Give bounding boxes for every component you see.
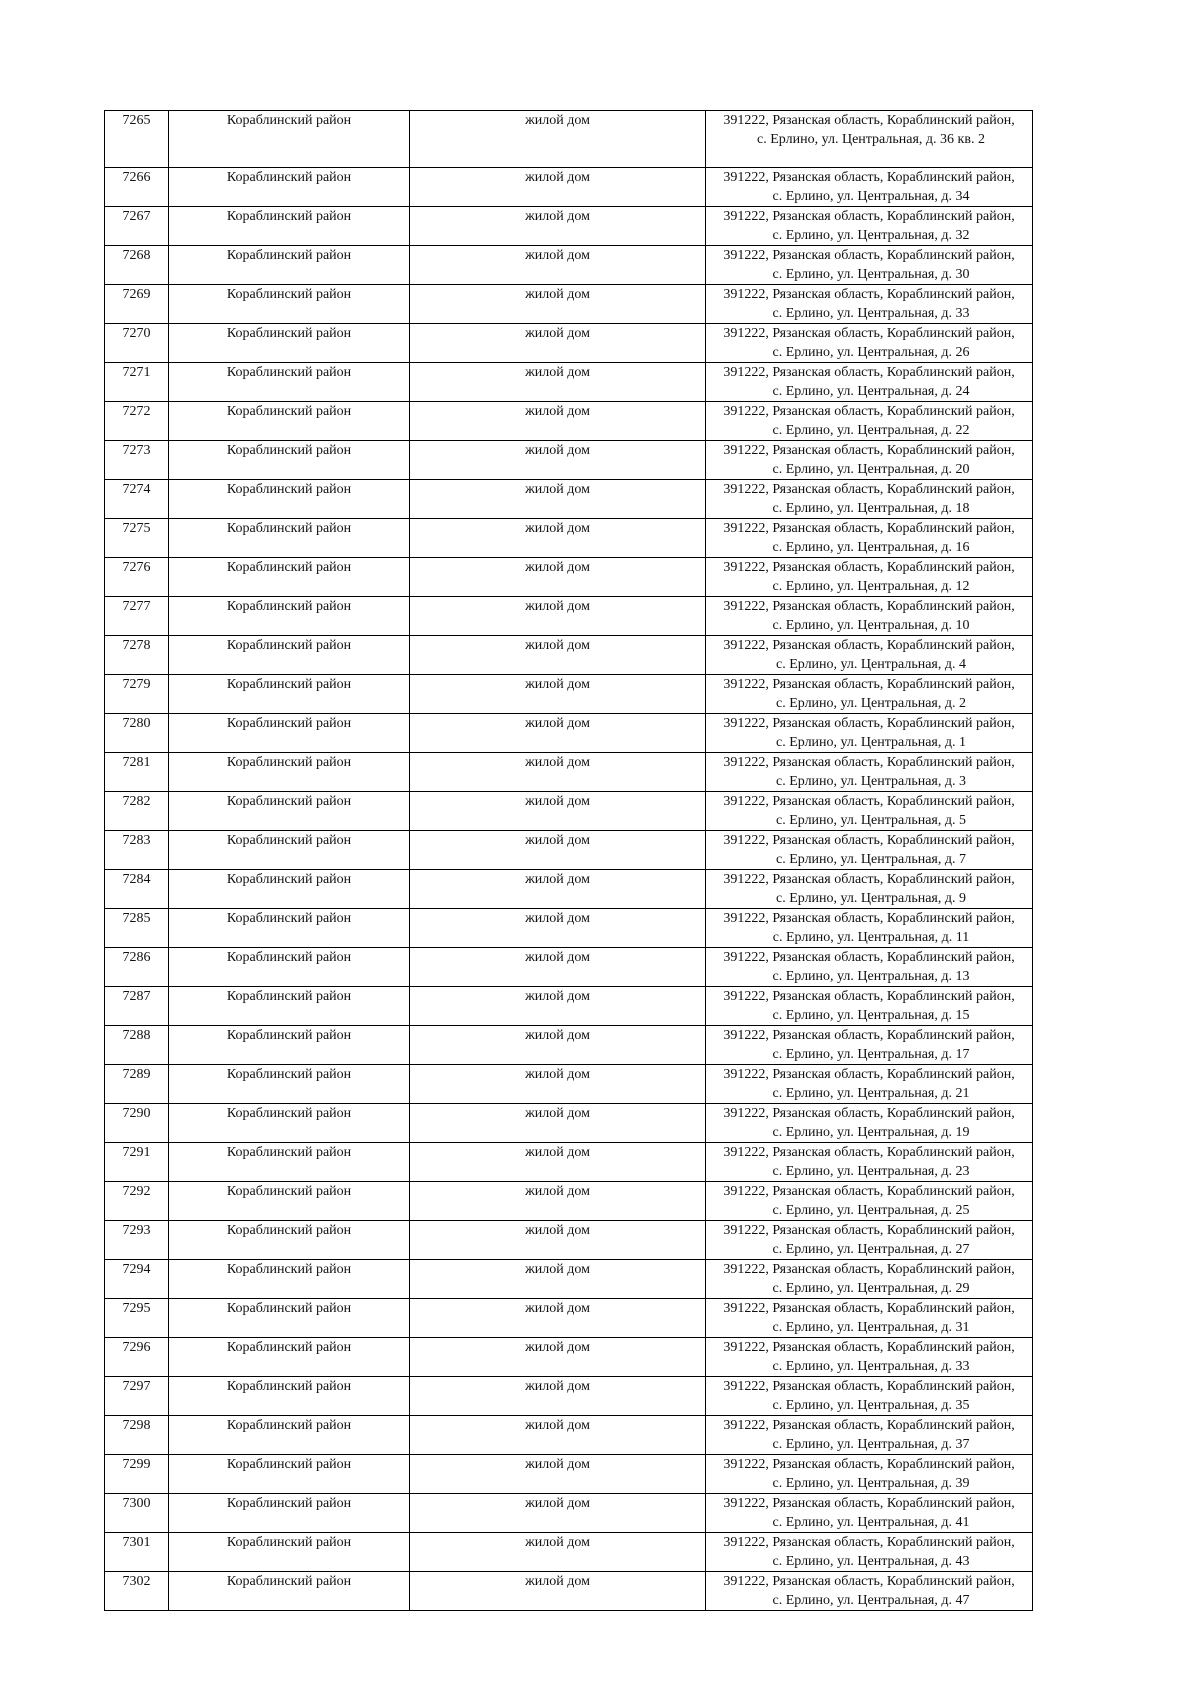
district-cell: Кораблинский район	[169, 1416, 410, 1455]
row-number-cell: 7300	[105, 1494, 169, 1533]
table-row	[105, 111, 1033, 168]
district-cell: Кораблинский район	[169, 246, 410, 285]
object-type-cell: жилой дом	[410, 168, 706, 207]
row-number-cell: 7271	[105, 363, 169, 402]
row-number-cell: 7269	[105, 285, 169, 324]
row-number-cell: 7273	[105, 441, 169, 480]
address-line-1: 391222, Рязанская область, Кораблинский район,	[723, 365, 1015, 380]
object-type-cell: жилой дом	[410, 636, 706, 675]
district-cell: Кораблинский район	[169, 363, 410, 402]
object-type-cell: жилой дом	[410, 1416, 706, 1455]
address-line-2: с. Ерлино, ул. Центральная, д. 20	[772, 462, 970, 477]
row-number-cell: 7274	[105, 480, 169, 519]
address-cell	[706, 909, 1033, 948]
address-line-1: 391222, Рязанская область, Кораблинский район,	[723, 989, 1015, 1004]
district-cell: Кораблинский район	[169, 1455, 410, 1494]
address-cell	[706, 1572, 1033, 1611]
row-number-cell: 7299	[105, 1455, 169, 1494]
object-type-cell: жилой дом	[410, 324, 706, 363]
address-line-1: 391222, Рязанская область, Кораблинский район,	[723, 521, 1015, 536]
address-line-2: с. Ерлино, ул. Центральная, д. 33	[772, 1359, 970, 1374]
address-line-2: с. Ерлино, ул. Центральная, д. 22	[772, 423, 970, 438]
object-type-cell: жилой дом	[410, 1104, 706, 1143]
row-number-cell: 7291	[105, 1143, 169, 1182]
table-row	[105, 1260, 1033, 1299]
table-row	[105, 558, 1033, 597]
row-number-cell: 7296	[105, 1338, 169, 1377]
table-row	[105, 987, 1033, 1026]
address-cell	[706, 753, 1033, 792]
address-line-2: с. Ерлино, ул. Центральная, д. 36 кв. 2	[757, 132, 985, 147]
address-line-1: 391222, Рязанская область, Кораблинский район,	[723, 950, 1015, 965]
address-line-1: 391222, Рязанская область, Кораблинский район,	[723, 287, 1015, 302]
table-row	[105, 1416, 1033, 1455]
district-cell: Кораблинский район	[169, 909, 410, 948]
row-number-cell: 7279	[105, 675, 169, 714]
address-cell	[706, 1221, 1033, 1260]
row-number-cell: 7297	[105, 1377, 169, 1416]
row-number-cell: 7284	[105, 870, 169, 909]
address-line-2: с. Ерлино, ул. Центральная, д. 27	[772, 1242, 970, 1257]
address-cell	[706, 1104, 1033, 1143]
address-line-1: 391222, Рязанская область, Кораблинский район,	[723, 1067, 1015, 1082]
address-line-1: 391222, Рязанская область, Кораблинский район,	[723, 404, 1015, 419]
object-type-cell: жилой дом	[410, 246, 706, 285]
address-cell	[706, 1338, 1033, 1377]
address-line-1: 391222, Рязанская область, Кораблинский район,	[723, 443, 1015, 458]
object-type-cell: жилой дом	[410, 1182, 706, 1221]
object-type-cell: жилой дом	[410, 831, 706, 870]
address-cell	[706, 1143, 1033, 1182]
address-line-1: 391222, Рязанская область, Кораблинский район,	[723, 1418, 1015, 1433]
row-number-cell: 7289	[105, 1065, 169, 1104]
address-line-2: с. Ерлино, ул. Центральная, д. 10	[772, 618, 970, 633]
address-cell	[706, 1026, 1033, 1065]
address-cell	[706, 1377, 1033, 1416]
district-cell: Кораблинский район	[169, 402, 410, 441]
object-type-cell: жилой дом	[410, 792, 706, 831]
table-row	[105, 1182, 1033, 1221]
district-cell: Кораблинский район	[169, 1104, 410, 1143]
address-cell	[706, 1533, 1033, 1572]
row-number-cell: 7290	[105, 1104, 169, 1143]
address-cell	[706, 111, 1033, 168]
address-line-2: с. Ерлино, ул. Центральная, д. 15	[772, 1008, 970, 1023]
table-row	[105, 1143, 1033, 1182]
district-cell: Кораблинский район	[169, 558, 410, 597]
address-line-2: с. Ерлино, ул. Центральная, д. 16	[772, 540, 970, 555]
address-line-2: с. Ерлино, ул. Центральная, д. 29	[772, 1281, 970, 1296]
address-cell	[706, 168, 1033, 207]
object-type-cell: жилой дом	[410, 441, 706, 480]
row-number-cell: 7267	[105, 207, 169, 246]
table-row	[105, 285, 1033, 324]
district-cell: Кораблинский район	[169, 285, 410, 324]
row-number-cell: 7270	[105, 324, 169, 363]
address-line-2: с. Ерлино, ул. Центральная, д. 33	[772, 306, 970, 321]
address-cell	[706, 987, 1033, 1026]
address-line-2: с. Ерлино, ул. Центральная, д. 47	[772, 1593, 970, 1608]
object-type-cell: жилой дом	[410, 1221, 706, 1260]
row-number-cell: 7265	[105, 111, 169, 168]
address-line-1: 391222, Рязанская область, Кораблинский район,	[723, 1496, 1015, 1511]
address-cell	[706, 480, 1033, 519]
address-cell	[706, 714, 1033, 753]
registry-table-body	[105, 111, 1033, 1611]
address-line-1: 391222, Рязанская область, Кораблинский район,	[723, 1574, 1015, 1589]
district-cell: Кораблинский район	[169, 111, 410, 168]
address-line-1: 391222, Рязанская область, Кораблинский район,	[723, 482, 1015, 497]
table-row	[105, 870, 1033, 909]
address-cell	[706, 207, 1033, 246]
district-cell: Кораблинский район	[169, 1299, 410, 1338]
district-cell: Кораблинский район	[169, 1260, 410, 1299]
district-cell: Кораблинский район	[169, 1572, 410, 1611]
district-cell: Кораблинский район	[169, 1065, 410, 1104]
row-number-cell: 7293	[105, 1221, 169, 1260]
object-type-cell: жилой дом	[410, 675, 706, 714]
address-line-2: с. Ерлино, ул. Центральная, д. 18	[772, 501, 970, 516]
table-row	[105, 1338, 1033, 1377]
object-type-cell: жилой дом	[410, 1377, 706, 1416]
address-line-2: с. Ерлино, ул. Центральная, д. 35	[772, 1398, 970, 1413]
table-row	[105, 363, 1033, 402]
table-row	[105, 402, 1033, 441]
district-cell: Кораблинский район	[169, 636, 410, 675]
address-line-2: с. Ерлино, ул. Центральная, д. 11	[772, 930, 970, 945]
object-type-cell: жилой дом	[410, 1338, 706, 1377]
district-cell: Кораблинский район	[169, 675, 410, 714]
district-cell: Кораблинский район	[169, 753, 410, 792]
address-line-2: с. Ерлино, ул. Центральная, д. 7	[775, 852, 966, 867]
object-type-cell: жилой дом	[410, 1026, 706, 1065]
district-cell: Кораблинский район	[169, 1377, 410, 1416]
address-line-1: 391222, Рязанская область, Кораблинский район,	[723, 638, 1015, 653]
district-cell: Кораблинский район	[169, 1026, 410, 1065]
address-cell	[706, 792, 1033, 831]
table-row	[105, 714, 1033, 753]
address-line-1: 391222, Рязанская область, Кораблинский район,	[723, 1340, 1015, 1355]
object-type-cell: жилой дом	[410, 948, 706, 987]
address-cell	[706, 324, 1033, 363]
address-line-2: с. Ерлино, ул. Центральная, д. 23	[772, 1164, 970, 1179]
row-number-cell: 7287	[105, 987, 169, 1026]
row-number-cell: 7286	[105, 948, 169, 987]
row-number-cell: 7281	[105, 753, 169, 792]
address-line-2: с. Ерлино, ул. Центральная, д. 3	[775, 774, 966, 789]
address-line-2: с. Ерлино, ул. Центральная, д. 19	[772, 1125, 970, 1140]
address-cell	[706, 558, 1033, 597]
address-line-1: 391222, Рязанская область, Кораблинский район,	[723, 170, 1015, 185]
table-row	[105, 519, 1033, 558]
address-cell	[706, 597, 1033, 636]
row-number-cell: 7294	[105, 1260, 169, 1299]
address-line-1: 391222, Рязанская область, Кораблинский район,	[723, 716, 1015, 731]
table-row	[105, 1377, 1033, 1416]
object-type-cell: жилой дом	[410, 402, 706, 441]
address-line-1: 391222, Рязанская область, Кораблинский район,	[723, 911, 1015, 926]
address-line-1: 391222, Рязанская область, Кораблинский район,	[723, 326, 1015, 341]
table-row	[105, 792, 1033, 831]
row-number-cell: 7283	[105, 831, 169, 870]
table-row	[105, 324, 1033, 363]
address-cell	[706, 1182, 1033, 1221]
object-type-cell: жилой дом	[410, 1299, 706, 1338]
row-number-cell: 7276	[105, 558, 169, 597]
object-type-cell: жилой дом	[410, 558, 706, 597]
address-line-1: 391222, Рязанская область, Кораблинский район,	[723, 113, 1015, 128]
table-row	[105, 1455, 1033, 1494]
district-cell: Кораблинский район	[169, 714, 410, 753]
object-type-cell: жилой дом	[410, 597, 706, 636]
district-cell: Кораблинский район	[169, 1533, 410, 1572]
object-type-cell: жилой дом	[410, 1065, 706, 1104]
address-line-2: с. Ерлино, ул. Центральная, д. 43	[772, 1554, 970, 1569]
address-line-1: 391222, Рязанская область, Кораблинский район,	[723, 599, 1015, 614]
address-line-1: 391222, Рязанская область, Кораблинский район,	[723, 794, 1015, 809]
table-row	[105, 1065, 1033, 1104]
row-number-cell: 7285	[105, 909, 169, 948]
table-row	[105, 1299, 1033, 1338]
address-line-1: 391222, Рязанская область, Кораблинский район,	[723, 1106, 1015, 1121]
table-row	[105, 948, 1033, 987]
address-line-1: 391222, Рязанская область, Кораблинский район,	[723, 1535, 1015, 1550]
table-row	[105, 1494, 1033, 1533]
address-line-1: 391222, Рязанская область, Кораблинский район,	[723, 248, 1015, 263]
address-line-2: с. Ерлино, ул. Центральная, д. 30	[772, 267, 970, 282]
row-number-cell: 7272	[105, 402, 169, 441]
row-number-cell: 7275	[105, 519, 169, 558]
address-cell	[706, 363, 1033, 402]
district-cell: Кораблинский район	[169, 324, 410, 363]
object-type-cell: жилой дом	[410, 753, 706, 792]
object-type-cell: жилой дом	[410, 1572, 706, 1611]
address-cell	[706, 870, 1033, 909]
table-row	[105, 831, 1033, 870]
address-line-2: с. Ерлино, ул. Центральная, д. 13	[772, 969, 970, 984]
table-row	[105, 675, 1033, 714]
object-type-cell: жилой дом	[410, 363, 706, 402]
object-type-cell: жилой дом	[410, 1260, 706, 1299]
address-line-2: с. Ерлино, ул. Центральная, д. 41	[772, 1515, 970, 1530]
district-cell: Кораблинский район	[169, 1143, 410, 1182]
district-cell: Кораблинский район	[169, 441, 410, 480]
row-number-cell: 7278	[105, 636, 169, 675]
district-cell: Кораблинский район	[169, 207, 410, 246]
table-row	[105, 441, 1033, 480]
district-cell: Кораблинский район	[169, 987, 410, 1026]
district-cell: Кораблинский район	[169, 1221, 410, 1260]
address-cell	[706, 402, 1033, 441]
object-type-cell: жилой дом	[410, 714, 706, 753]
district-cell: Кораблинский район	[169, 519, 410, 558]
address-line-1: 391222, Рязанская область, Кораблинский район,	[723, 1028, 1015, 1043]
address-line-2: с. Ерлино, ул. Центральная, д. 12	[772, 579, 970, 594]
object-type-cell: жилой дом	[410, 1533, 706, 1572]
object-type-cell: жилой дом	[410, 1143, 706, 1182]
district-cell: Кораблинский район	[169, 831, 410, 870]
object-type-cell: жилой дом	[410, 207, 706, 246]
address-line-1: 391222, Рязанская область, Кораблинский район,	[723, 1184, 1015, 1199]
address-line-2: с. Ерлино, ул. Центральная, д. 24	[772, 384, 970, 399]
table-row	[105, 1572, 1033, 1611]
address-cell	[706, 1416, 1033, 1455]
table-row	[105, 1104, 1033, 1143]
address-line-2: с. Ерлино, ул. Центральная, д. 9	[775, 891, 966, 906]
address-line-2: с. Ерлино, ул. Центральная, д. 34	[772, 189, 970, 204]
row-number-cell: 7298	[105, 1416, 169, 1455]
district-cell: Кораблинский район	[169, 597, 410, 636]
address-line-1: 391222, Рязанская область, Кораблинский район,	[723, 755, 1015, 770]
address-line-1: 391222, Рязанская область, Кораблинский район,	[723, 872, 1015, 887]
table-row	[105, 1533, 1033, 1572]
district-cell: Кораблинский район	[169, 1338, 410, 1377]
address-line-2: с. Ерлино, ул. Центральная, д. 37	[772, 1437, 970, 1452]
address-cell	[706, 519, 1033, 558]
address-line-2: с. Ерлино, ул. Центральная, д. 1	[775, 735, 966, 750]
address-line-1: 391222, Рязанская область, Кораблинский район,	[723, 1145, 1015, 1160]
address-line-1: 391222, Рязанская область, Кораблинский район,	[723, 1457, 1015, 1472]
address-cell	[706, 1455, 1033, 1494]
address-line-2: с. Ерлино, ул. Центральная, д. 2	[775, 696, 966, 711]
address-line-2: с. Ерлино, ул. Центральная, д. 25	[772, 1203, 970, 1218]
table-row	[105, 753, 1033, 792]
table-row	[105, 246, 1033, 285]
address-cell	[706, 636, 1033, 675]
table-row	[105, 636, 1033, 675]
object-type-cell: жилой дом	[410, 480, 706, 519]
address-line-2: с. Ерлино, ул. Центральная, д. 26	[772, 345, 970, 360]
address-cell	[706, 1260, 1033, 1299]
row-number-cell: 7292	[105, 1182, 169, 1221]
object-type-cell: жилой дом	[410, 519, 706, 558]
row-number-cell: 7277	[105, 597, 169, 636]
address-cell	[706, 948, 1033, 987]
object-type-cell: жилой дом	[410, 870, 706, 909]
row-number-cell: 7280	[105, 714, 169, 753]
object-type-cell: жилой дом	[410, 987, 706, 1026]
address-cell	[706, 285, 1033, 324]
table-row	[105, 1221, 1033, 1260]
district-cell: Кораблинский район	[169, 480, 410, 519]
table-row	[105, 597, 1033, 636]
address-line-1: 391222, Рязанская область, Кораблинский район,	[723, 209, 1015, 224]
address-line-2: с. Ерлино, ул. Центральная, д. 21	[772, 1086, 970, 1101]
address-cell	[706, 831, 1033, 870]
address-cell	[706, 675, 1033, 714]
row-number-cell: 7301	[105, 1533, 169, 1572]
row-number-cell: 7282	[105, 792, 169, 831]
table-row	[105, 480, 1033, 519]
object-type-cell: жилой дом	[410, 111, 706, 168]
row-number-cell: 7295	[105, 1299, 169, 1338]
address-cell	[706, 1299, 1033, 1338]
object-type-cell: жилой дом	[410, 285, 706, 324]
address-line-1: 391222, Рязанская область, Кораблинский район,	[723, 1262, 1015, 1277]
address-line-2: с. Ерлино, ул. Центральная, д. 31	[772, 1320, 970, 1335]
object-type-cell: жилой дом	[410, 1494, 706, 1533]
address-line-2: с. Ерлино, ул. Центральная, д. 39	[772, 1476, 970, 1491]
address-cell	[706, 441, 1033, 480]
address-cell	[706, 1494, 1033, 1533]
address-line-1: 391222, Рязанская область, Кораблинский район,	[723, 677, 1015, 692]
row-number-cell: 7268	[105, 246, 169, 285]
address-line-2: с. Ерлино, ул. Центральная, д. 32	[772, 228, 970, 243]
district-cell: Кораблинский район	[169, 948, 410, 987]
address-line-1: 391222, Рязанская область, Кораблинский район,	[723, 833, 1015, 848]
district-cell: Кораблинский район	[169, 1494, 410, 1533]
table-row	[105, 909, 1033, 948]
district-cell: Кораблинский район	[169, 870, 410, 909]
address-line-2: с. Ерлино, ул. Центральная, д. 4	[775, 657, 966, 672]
object-type-cell: жилой дом	[410, 909, 706, 948]
registry-table	[104, 110, 1033, 1611]
table-row	[105, 1026, 1033, 1065]
row-number-cell: 7288	[105, 1026, 169, 1065]
address-line-1: 391222, Рязанская область, Кораблинский район,	[723, 1223, 1015, 1238]
district-cell: Кораблинский район	[169, 1182, 410, 1221]
address-line-1: 391222, Рязанская область, Кораблинский район,	[723, 560, 1015, 575]
row-number-cell: 7302	[105, 1572, 169, 1611]
address-line-1: 391222, Рязанская область, Кораблинский район,	[723, 1379, 1015, 1394]
table-row	[105, 207, 1033, 246]
district-cell: Кораблинский район	[169, 168, 410, 207]
address-line-2: с. Ерлино, ул. Центральная, д. 5	[775, 813, 966, 828]
address-line-1: 391222, Рязанская область, Кораблинский район,	[723, 1301, 1015, 1316]
district-cell: Кораблинский район	[169, 792, 410, 831]
row-number-cell: 7266	[105, 168, 169, 207]
object-type-cell: жилой дом	[410, 1455, 706, 1494]
address-cell	[706, 1065, 1033, 1104]
address-cell	[706, 246, 1033, 285]
address-line-2: с. Ерлино, ул. Центральная, д. 17	[772, 1047, 970, 1062]
table-row	[105, 168, 1033, 207]
